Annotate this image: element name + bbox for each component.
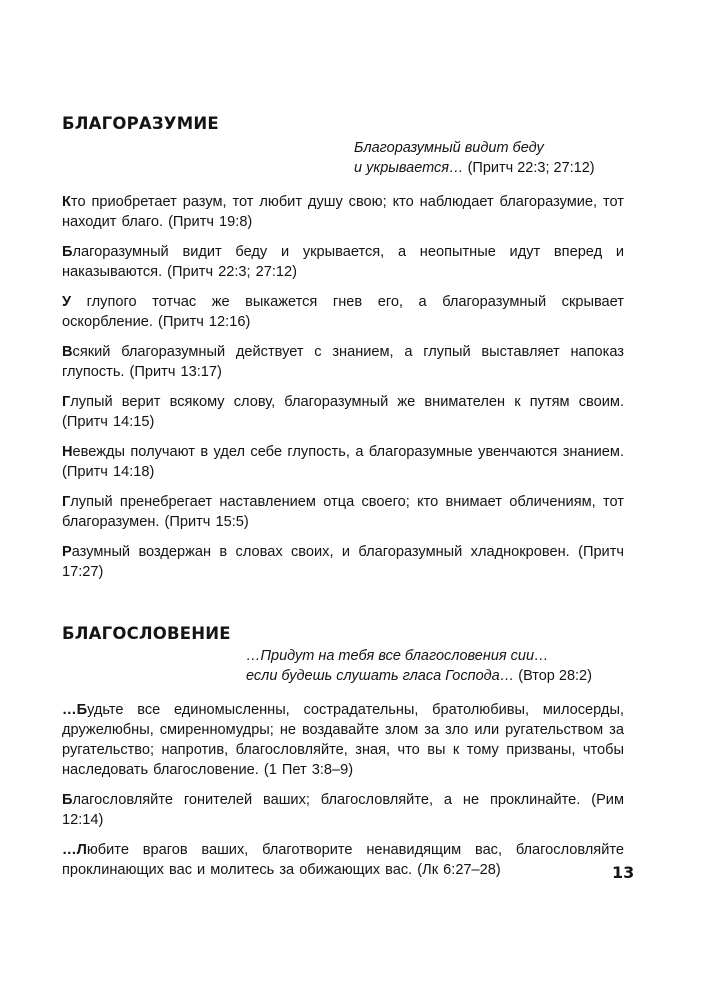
epigraph-line-1: …Придут на тебя все благословения сии… [246, 648, 549, 664]
verse-entry: Благоразумный видит беду и укрывается, а неопытные идут вперед и наказываются. (Притч 22:3; 27:12) [62, 244, 624, 280]
verse-entry: …Любите врагов ваших, благотворите ненавидящим вас, благословляйте проклинающих вас и молитесь за обижающих вас. (Лк 6:27–28) [62, 842, 624, 878]
epigraph-reference: (Втор 28:2) [514, 668, 592, 684]
verse-entry: Глупый пренебрегает наставлением отца своего; кто внимает обличениям, тот благоразумен. (Притч 15:5) [62, 494, 624, 530]
page-number: 13 [612, 863, 635, 882]
section-blagorazumie [62, 112, 624, 582]
verse-entry: У глупого тотчас же выкажется гнев его, а благоразумный скрывает оскорбление. (Притч 12:16) [62, 294, 624, 330]
epigraph-line-2: если будешь слушать гласа Господа… (Втор 28:2) [246, 668, 592, 684]
verse-entry: Разумный воздержан в словах своих, и благоразумный хладнокровен. (Притч 17:27) [62, 544, 624, 580]
verse-entry: …Будьте все единомысленны, сострадательны, братолюбивы, милосерды, дружелюбны, смиренномудры; не воздавайте злом за зло или ругательством за ругательство; напротив, благословляйте, зная, что вы к тому призваны, чтобы наследовать благословение. (1 Пет 3:8–9) [62, 702, 624, 778]
verse-entry: Благословляйте гонителей ваших; благословляйте, а не проклинайте. (Рим 12:14) [62, 792, 624, 828]
epigraph-line-1: Благоразумный видит беду [354, 140, 544, 156]
epigraph-line-2: и укрывается… (Притч 22:3; 27:12) [354, 160, 595, 176]
page-content [62, 112, 624, 890]
epigraph-reference: (Притч 22:3; 27:12) [463, 160, 595, 176]
verse-entry: Кто приобретает разум, тот любит душу свою; кто наблюдает благоразумие, тот находит благо. (Притч 19:8) [62, 194, 624, 230]
section-blagoslovenie [62, 622, 624, 880]
verse-entry: Глупый верит всякому слову, благоразумный же внимателен к путям своим. (Притч 14:15) [62, 394, 624, 430]
epigraph [62, 138, 624, 178]
epigraph [62, 646, 624, 686]
verse-entry: Всякий благоразумный действует с знанием, а глупый выставляет напоказ глупость. (Притч 13:17) [62, 344, 624, 380]
section-title: БЛАГОСЛОВЕНИЕ [62, 624, 231, 643]
section-title: БЛАГОРАЗУМИЕ [62, 114, 219, 133]
verse-entry: Невежды получают в удел себе глупость, а благоразумные увенчаются знанием. (Притч 14:18) [62, 444, 624, 480]
